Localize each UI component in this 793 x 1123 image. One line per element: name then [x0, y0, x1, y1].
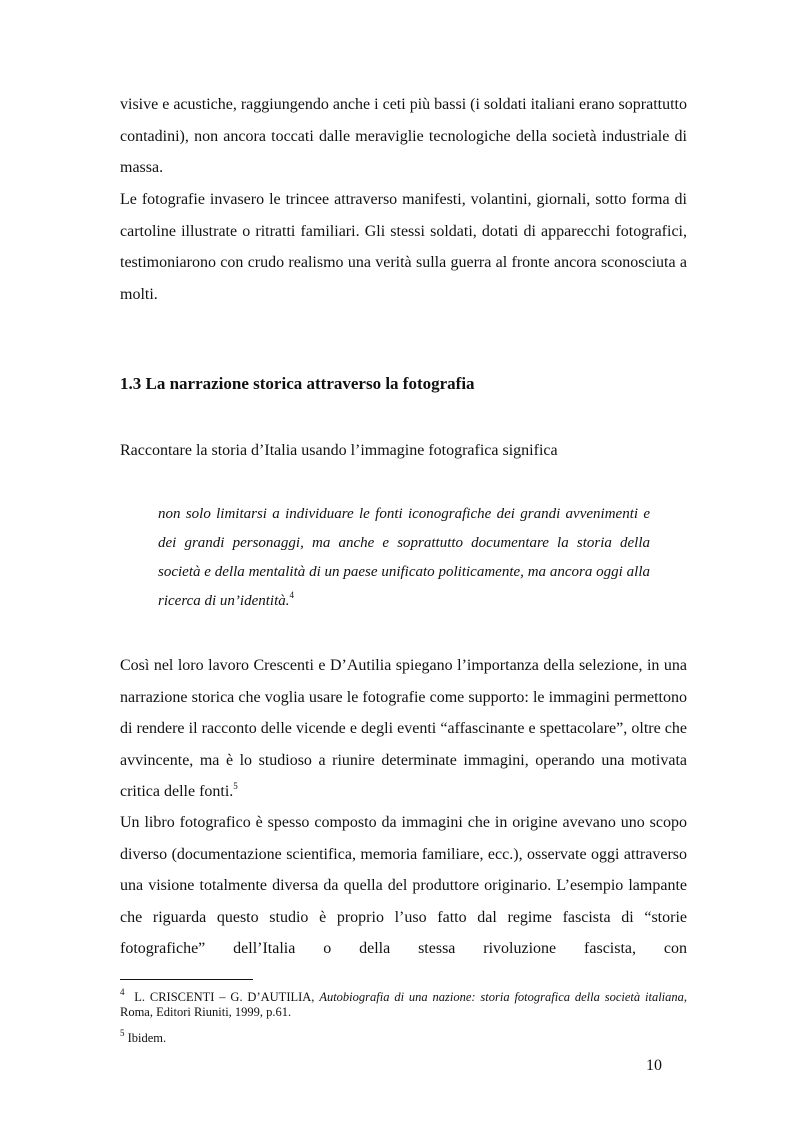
footnote-5-text: Ibidem.	[127, 1031, 167, 1045]
paragraph-3-text: Così nel loro lavoro Crescenti e D’Autilia spiegano l’importanza della selezione, in una narrazione storica che voglia usare le fotografie come supporto: le immagini permettono di rendere il racconto delle vicende e degli eventi “affascinante e spettacolare”, oltre che avvincente, ma è lo studioso a riunire determinate immagini, operando una motivata critica delle fonti.	[120, 657, 687, 800]
footnote-ref-5: 5	[233, 780, 238, 791]
footnote-5	[120, 1027, 687, 1046]
section-heading: 1.3 La narrazione storica attraverso la fotografia	[120, 374, 475, 393]
intro-sentence: Raccontare la storia d’Italia usando l’immagine fotografica significa	[120, 442, 558, 459]
footnote-4	[120, 986, 688, 1020]
quote-text: non solo limitarsi a individuare le fonti iconografiche dei grandi avvenimenti e dei grandi personaggi, ma anche e soprattutto documentare la storia della società e della mentalità di un paese unificato politicamente, ma ancora oggi alla ricerca di un’identità.	[158, 506, 650, 609]
footnote-separator	[120, 979, 253, 980]
page-number: 10	[646, 1057, 662, 1074]
footnote-4-authors: L. CRISCENTI – G. D’AUTILIA,	[134, 990, 315, 1004]
body-paragraph-3	[120, 650, 687, 808]
footnote-4-number: 4	[120, 986, 125, 997]
footnote-4-title: Autobiografia di una nazione: storia fotografica della società italiana	[319, 990, 684, 1004]
footnote-4-publisher: , Roma, Editori Riuniti, 1999, p.61.	[120, 990, 688, 1019]
footnote-ref-4: 4	[289, 590, 294, 600]
footnote-5-number: 5	[120, 1027, 125, 1038]
body-paragraph-2: Le fotografie invasero le trincee attraverso manifesti, volantini, giornali, sotto forma di cartoline illustrate o ritratti familiari. Gli stessi soldati, dotati di apparecchi fotografici, testimoniarono con crudo realismo una verità sulla guerra al fronte ancora sconosciuta a molti.	[120, 191, 687, 303]
body-paragraph-1: visive e acustiche, raggiungendo anche i ceti più bassi (i soldati italiani erano soprattutto contadini), non ancora toccati dalle meraviglie tecnologiche della società industriale di massa.	[120, 96, 687, 176]
block-quote	[158, 500, 650, 616]
body-paragraph-4: Un libro fotografico è spesso composto da immagini che in origine avevano uno scopo diverso (documentazione scientifica, memoria familiare, ecc.), osservate oggi attraverso una visione totalmente diversa da quella del produttore originario. L’esempio lampante che riguarda questo studio è proprio l’uso fatto dal regime fascista di “storie fotografiche” dell’Italia o della stessa rivoluzione fascista, con	[120, 814, 687, 957]
